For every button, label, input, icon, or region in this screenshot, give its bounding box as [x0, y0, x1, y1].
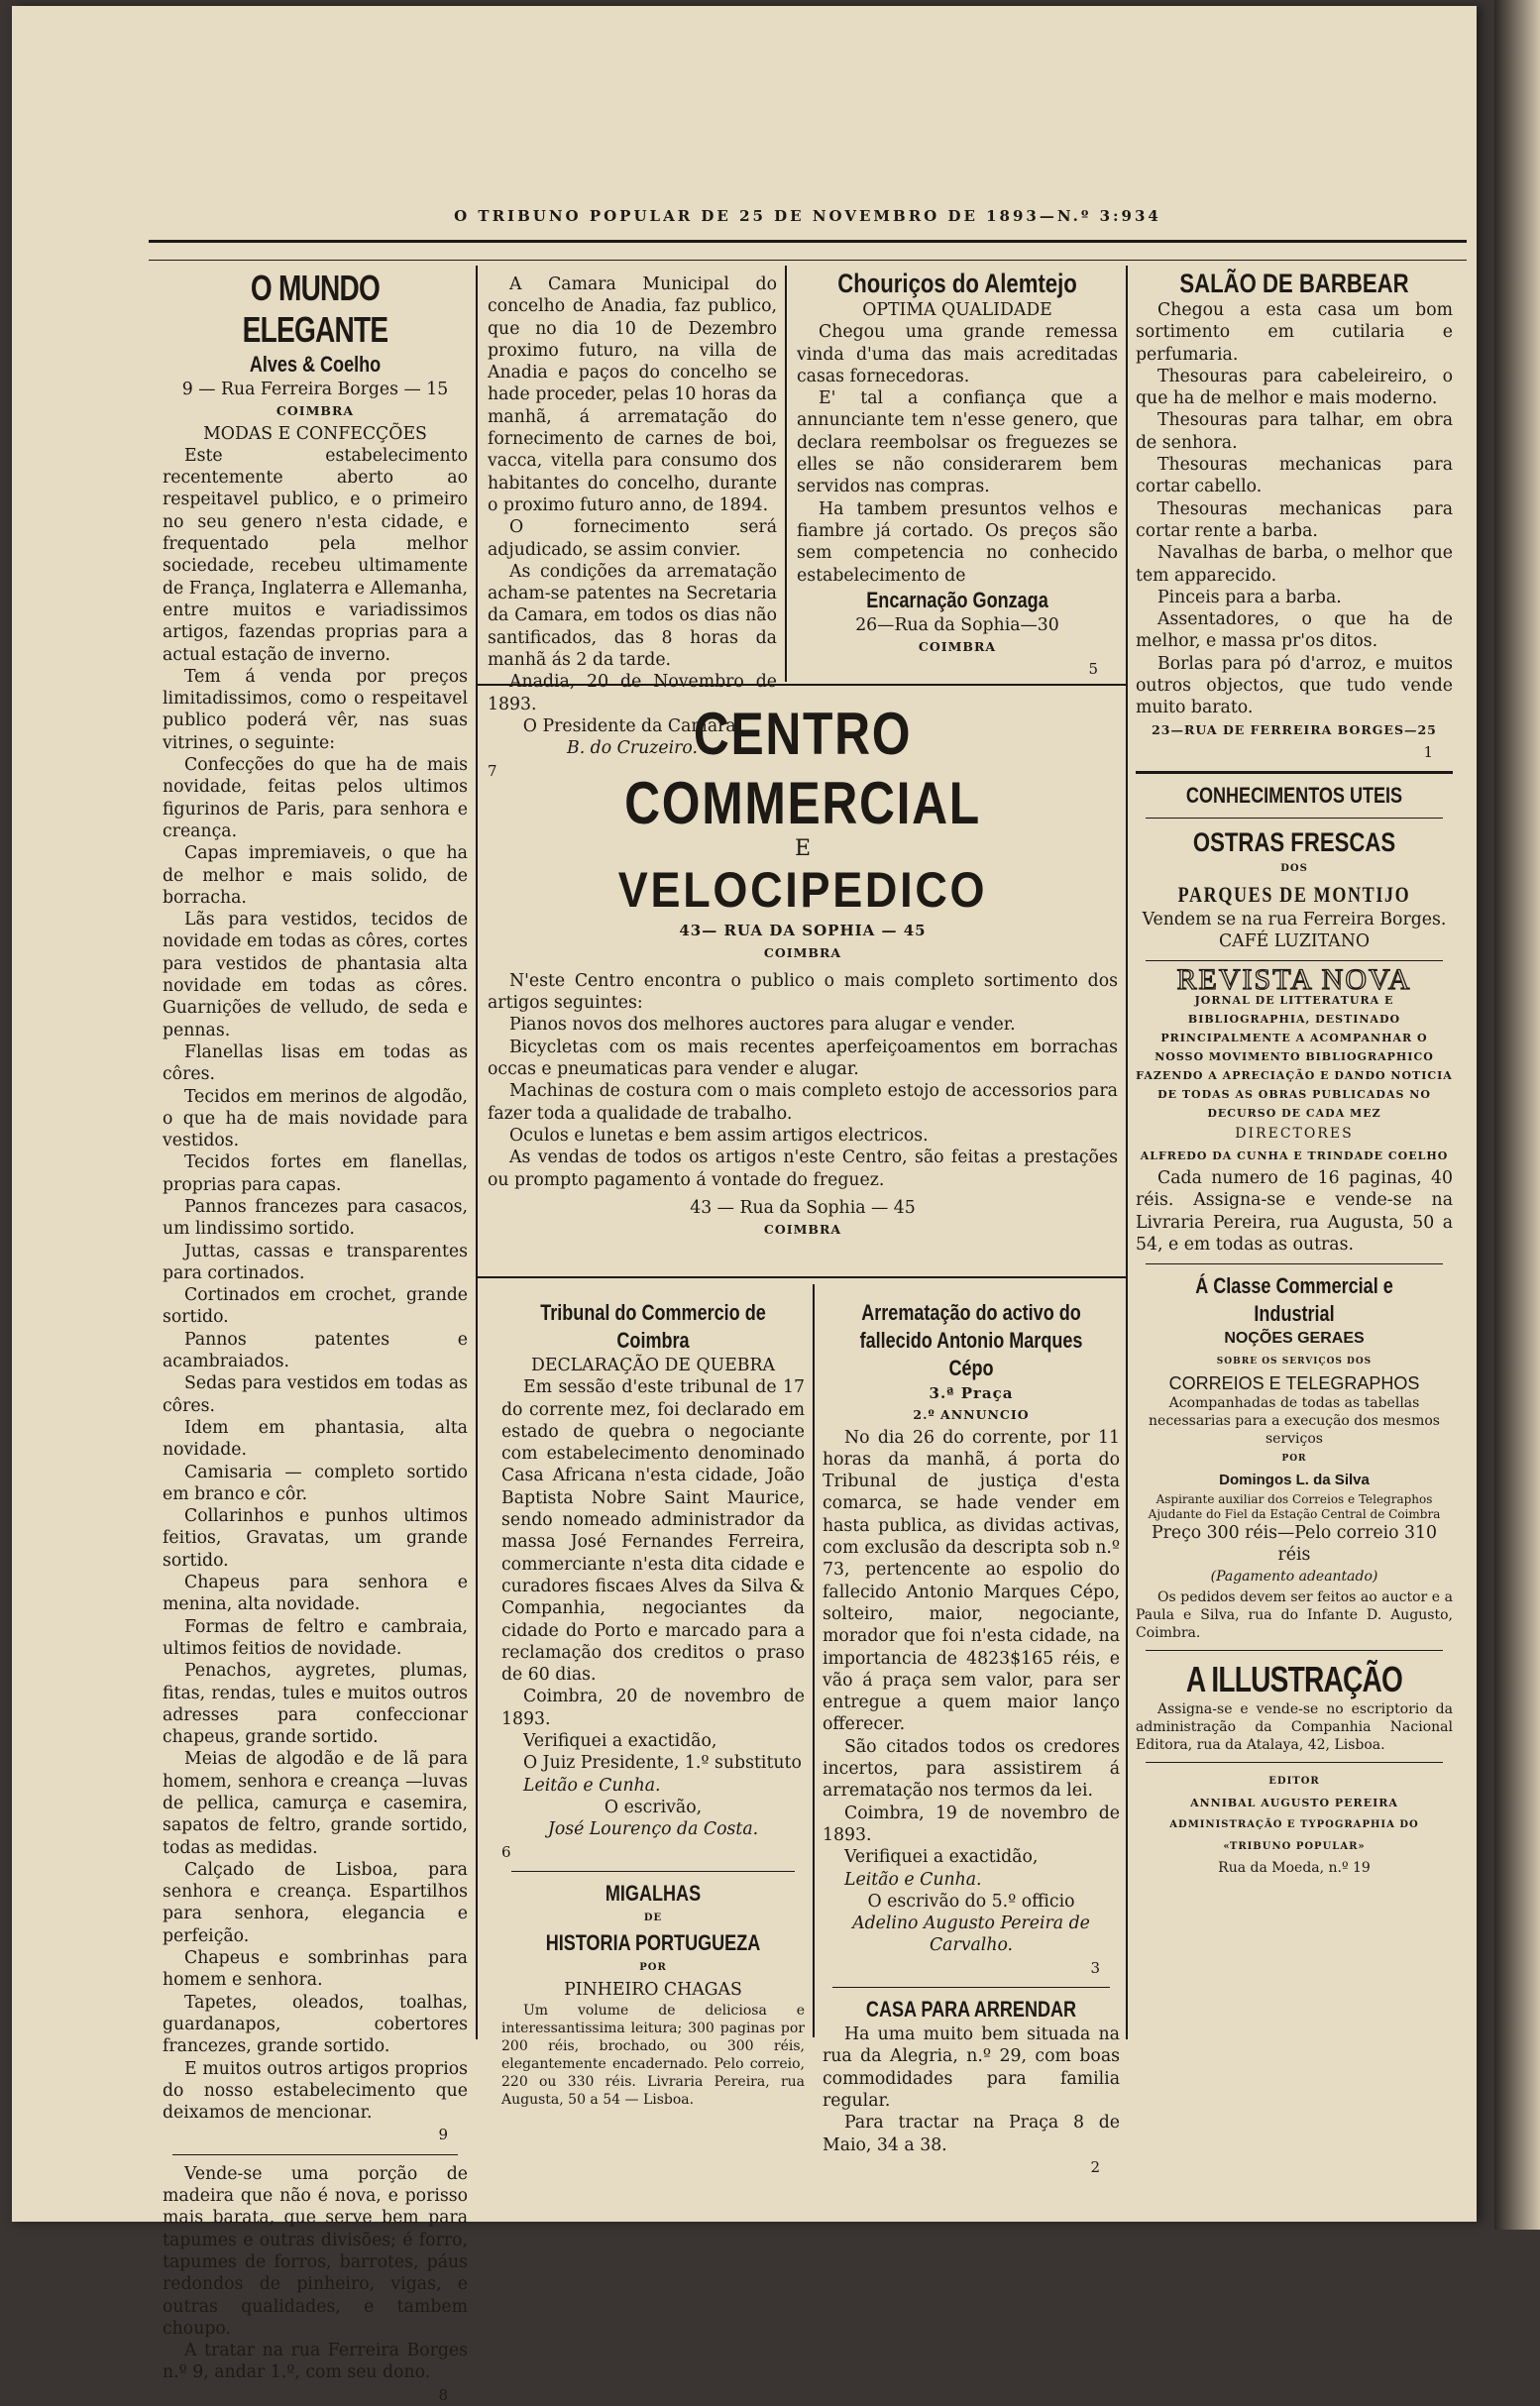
- mundo-elegante-city: COIMBRA: [275, 403, 355, 419]
- separator: [1146, 1263, 1443, 1264]
- salao-para: Thesouras para cabeleireiro, o que ha de melhor e mais moderno.: [1136, 366, 1453, 409]
- classe-acomp: Acompanhadas de todas as tabellas necessarias para a execução dos mesmos serviços: [1149, 1395, 1440, 1448]
- arrem-ver: Verifiquei a exactidão,: [844, 1847, 1039, 1868]
- mundo-para: Penachos, aygretes, plumas, fitas, rendas, tules e muitos outros adresses para confeccionar chapeus, grande sortido.: [163, 1661, 468, 1748]
- mundo-para: Pannos patentes e acambraiados.: [163, 1329, 468, 1372]
- arrem-para: No dia 26 do corrente, por 11 horas da manhã, á porta do Tribunal de justiça d'esta comarca, se hade vender em hasta publica, as dividas activas, com exclusão da descripta sob n.º 73, pertencente ao espolio do fallecido Antonio Marques Cépo, solteiro, maior, negociante, morador que foi n'esta cidade, na importancia de 4823$165 réis, e vão á praça sem valor, para ser entregue a quem maior lanço offerecer.: [823, 1427, 1120, 1735]
- classe-title: Á Classe Commercial e Industrial: [1195, 1273, 1393, 1327]
- column-rule-1: [476, 266, 478, 2039]
- column-rule-mid: [813, 1284, 815, 2037]
- mundo-para: Cortinados em crochet, grande sortido.: [163, 1285, 468, 1328]
- section-rule: [1136, 771, 1453, 774]
- newspaper-page: [12, 6, 1477, 2404]
- centro-commercial-ad: [488, 700, 1118, 1241]
- centro-para: Machinas de costura com o mais completo estojo de accessorios para fazer toda a qualidade de trabalho.: [488, 1081, 1118, 1124]
- tribunal-title: Tribunal do Commercio de Coimbra: [540, 1300, 766, 1353]
- separator: [1146, 1650, 1443, 1651]
- migalhas-por: POR: [639, 1962, 667, 1974]
- column-right: [1136, 268, 1453, 1877]
- column-rule-3: [1126, 266, 1128, 2039]
- tribunal-judge-sig: Leitão e Cunha.: [523, 1775, 661, 1796]
- masthead-rule: [149, 240, 1467, 243]
- chouricos-city: COIMBRA: [918, 639, 997, 655]
- camara-signature: B. do Cruzeiro.: [567, 738, 698, 759]
- column-mundo-elegante: [163, 268, 468, 2406]
- ad-number: 5: [1088, 660, 1098, 679]
- column-tribunal: [501, 1299, 805, 2109]
- wood-para: A tratar na rua Ferreira Borges n.º 9, andar 1.º, com seu dono.: [163, 2341, 468, 2383]
- mundo-para: Sedas para vestidos em todas as côres.: [163, 1373, 468, 1416]
- camara-para: A Camara Municipal do concelho de Anadia, faz publico, que no dia 10 de Dezembro proximo futuro, na villa de Anadia e paços do concelho se hade proceder, pelas 10 horas da manhã, á arrematação do fornecimento de carnes de boi, vacca, vitella para consumo dos habitantes do concelho, durante o proximo futuro anno, de 1894.: [488, 274, 777, 515]
- casa-title: CASA PARA ARRENDAR: [865, 1997, 1077, 2023]
- centro-city-2: COIMBRA: [763, 1222, 842, 1238]
- next-page-edge: [1494, 0, 1540, 2230]
- tribunal-ver: Verifiquei a exactidão,: [523, 1731, 717, 1752]
- tribunal-date: Coimbra, 20 de novembro de 1893.: [501, 1687, 805, 1729]
- salao-para: Thesouras mechanicas para cortar cabello.: [1136, 455, 1453, 497]
- centro-para: Pianos novos dos melhores auctores para alugar e vender.: [509, 1015, 1016, 1036]
- salao-para: Chegou a esta casa um bom sortimento em cutilaria e perfumaria.: [1136, 300, 1453, 365]
- camara-president: O Presidente da Camara,: [522, 715, 742, 736]
- classe-correios: CORREIOS E TELEGRAPHOS: [1168, 1372, 1420, 1393]
- mundo-para: Tapetes, oleados, toalhas, guardanapos, cobertores francezes, grande sortido.: [163, 1992, 468, 2057]
- arrem-clerk-sig: Adelino Augusto Pereira de Carvalho.: [852, 1914, 1090, 1956]
- mundo-para: Pannos francezes para casacos, um lindissimo sortido.: [163, 1196, 468, 1240]
- camara-para: Anadia, 20 de Novembro de 1893.: [488, 672, 777, 714]
- revista-sub: JORNAL DE LITTERATURA E BIBLIOGRAPHIA, DESTINADO PRINCIPALMENTE A ACOMPANHAR O NOSSO MOVIMENTO BIBLIOGRAPHICO FAZENDO A APRECIAÇÃO E DANDO NOTICIA DE TODAS AS OBRAS PUBLICADAS NO DECURSO DE CADA MEZ: [1136, 994, 1453, 1121]
- conhecimentos-title: CONHECIMENTOS UTEIS: [1185, 783, 1403, 809]
- separator: [1146, 818, 1443, 819]
- classe-author: Domingos L. da Silva: [1219, 1472, 1370, 1489]
- salao-address: 23—RUA DE FERREIRA BORGES—25: [1152, 721, 1437, 737]
- salao-para: Pinceis para a barba.: [1157, 587, 1342, 607]
- editor-name: ANNIBAL AUGUSTO PEREIRA: [1190, 1796, 1398, 1809]
- mundo-para: Lãs para vestidos, tecidos de novidade em todas as côres, cortes para vestidos de phantasia alta novidade em todas as côres. Guarnições de velludo, de seda e pennas.: [163, 910, 468, 1040]
- arrem-para-2: São citados todos os credores incertos, para assistirem á arrematação nos termos da lei.: [823, 1736, 1120, 1802]
- ostras-title: OSTRAS FRESCAS: [1192, 827, 1396, 858]
- centro-city: COIMBRA: [763, 944, 842, 960]
- tribunal-judge: O Juiz Presidente, 1.º substituto: [523, 1753, 802, 1774]
- mundo-para: Tecidos fortes em flanellas, proprias para capas.: [163, 1152, 468, 1195]
- centro-e: E: [794, 836, 812, 861]
- mundo-para: Chapeus para senhora e menina, alta novidade.: [163, 1573, 468, 1615]
- mundo-para: Capas impremiaveis, o que ha de melhor e mais solido, de borracha.: [163, 843, 468, 908]
- chouricos-name: Encarnação Gonzaga: [866, 587, 1048, 612]
- mundo-para: Chapeus e sombrinhas para homem e senhora.: [163, 1948, 468, 1991]
- classe-pedidos: Os pedidos devem ser feitos ao auctor e a Paula e Silva, rua do Infante D. Augusto, Coimbra.: [1136, 1588, 1453, 1641]
- tribunal-clerk-sig: José Lourenço da Costa.: [547, 1819, 759, 1840]
- masthead: O TRIBUNO POPULAR DE 25 DE NOVEMBRO DE 1893—N.º 3:934: [454, 207, 1161, 225]
- revista-title: REVISTA NOVA: [1176, 963, 1412, 997]
- mundo-elegante-sub: MODAS E CONFECÇÕES: [203, 423, 427, 444]
- salao-para: Navalhas de barba, o melhor que tem apparecido.: [1136, 543, 1453, 586]
- camara-para: O fornecimento será adjudicado, se assim convier.: [488, 517, 777, 560]
- centro-title-2: VELOCIPEDICO: [617, 862, 988, 919]
- arrem-ver-sig: Leitão e Cunha.: [844, 1869, 982, 1890]
- casa-para: Ha uma muito bem situada na rua da Alegria, n.º 29, com boas commodidades para familia regular.: [823, 2024, 1120, 2111]
- centro-title: CENTRO COMMERCIAL: [624, 701, 981, 836]
- salao-para: Borlas para pó d'arroz, e muitos outros objectos, que tudo vende muito barato.: [1136, 653, 1453, 718]
- centro-bottom-rule: [478, 1276, 1126, 1278]
- mundo-para: Este estabelecimento recentemente aberto ao respeitavel publico, e o primeiro no seu genero n'esta cidade, e frequentado pela melhor sociedade, recebeu ultimamente de França, Inglaterra e Allemanha, entre muitos e variadissimos artigos, fazendas proprias para a actual estação de inverno.: [163, 445, 468, 665]
- classe-author-desc: Aspirante auxiliar dos Correios e Telegraphos Ajudante do Fiel da Estação Central de Coimbra: [1148, 1491, 1441, 1521]
- chouricos-address: 26—Rua da Sophia—30: [855, 614, 1059, 635]
- column-chouricos: [797, 268, 1118, 681]
- arrem-annuncio: 2.º ANNUNCIO: [913, 1407, 1030, 1423]
- mundo-para: Camisaria — completo sortido em branco e côr.: [163, 1462, 468, 1504]
- arrem-clerk: O escrivão do 5.º officio: [867, 1891, 1075, 1912]
- ostras-dos: DOS: [1280, 863, 1308, 875]
- revista-directores-names: ALFREDO DA CUNHA E TRINDADE COELHO: [1140, 1148, 1449, 1162]
- chouricos-para: E' tal a confiança que a annunciante tem n'esse genero, que declara reembolsar os freguezes se elles se não considerarem bem servidos nas compras.: [797, 388, 1118, 497]
- mundo-para: Flanellas lisas em todas as côres.: [163, 1041, 468, 1085]
- chouricos-para: Ha tambem presuntos velhos e fiambre já cortado. Os preços são sem competencia no conhecido estabelecimento de: [797, 498, 1118, 586]
- centro-para: N'este Centro encontra o publico o mais completo sortimento dos artigos seguintes:: [488, 970, 1118, 1014]
- ostras-cafe: CAFÉ LUZITANO: [1218, 930, 1371, 951]
- migalhas-para: Um volume de deliciosa e interessantissima leitura; 300 paginas por 200 réis, brochado, ou 300 réis, elegantemente encadernado. Pelo correio, 220 ou 330 réis. Livraria Pereira, rua Augusta, 50 a 54 — Lisboa.: [501, 2002, 805, 2108]
- masthead-rule-thin: [149, 260, 1467, 261]
- revista-text: Cada numero de 16 paginas, 40 réis. Assigna-se e vende-se na Livraria Pereira, rua Augusta, 50 a 54, e em todas as outras.: [1136, 1168, 1453, 1255]
- migalhas-author: PINHEIRO CHAGAS: [564, 1980, 742, 2001]
- separator: [511, 1871, 795, 1872]
- mundo-para: E muitos outros artigos proprios do nosso estabelecimento que deixamos de mencionar.: [163, 2058, 468, 2124]
- ad-number: 8: [438, 2385, 448, 2404]
- illustracao-title: A ILLUSTRAÇÃO: [1185, 1658, 1403, 1699]
- classe-por: POR: [1281, 1454, 1307, 1465]
- mundo-para: Confecções do que ha de mais novidade, feitas pelos ultimos figurinos de Paris, para senhora e creança.: [163, 755, 468, 841]
- ad-number: 6: [501, 1842, 511, 1861]
- migalhas-title: MIGALHAS: [605, 1880, 702, 1906]
- mundo-para: Meias de algodão e de lã para homem, senhora e creança —luvas de pellica, camurça e casemira, sapatos de feltro, grande sortido, todas as medidas.: [163, 1749, 468, 1858]
- mundo-para: Idem em phantasia, alta novidade.: [163, 1417, 468, 1461]
- column-rule-2: [785, 266, 787, 682]
- migalhas-de: DE: [643, 1912, 663, 1923]
- arrem-title: Arrematação do activo do fallecido Antonio Marques Cépo: [859, 1300, 1083, 1380]
- mundo-para: Collarinhos e punhos ultimos feitios, Gravatas, um grande sortido.: [163, 1506, 468, 1571]
- ad-number: 3: [1090, 1958, 1100, 1977]
- classe-sobre: SOBRE OS SERVIÇOS DOS: [1216, 1356, 1373, 1367]
- chouricos-title: Chouriços do Alemtejo: [837, 269, 1077, 298]
- casa-para-2: Para tractar na Praça 8 de Maio, 34 a 38.: [823, 2113, 1120, 2155]
- migalhas-title-2: HISTORIA PORTUGUEZA: [545, 1930, 761, 1956]
- tribunal-clerk: O escrivão,: [604, 1797, 703, 1817]
- mundo-para: Calçado de Lisboa, para senhora e creança. Espartilhos para senhora, elegancia e perfeição.: [163, 1859, 468, 1946]
- editor-label: EDITOR: [1268, 1775, 1320, 1787]
- mundo-para: Tem á venda por preços limitadissimos, como o respeitavel publico poderá vêr, nas suas vitrines, o seguinte:: [163, 666, 468, 753]
- centro-para: Oculos e lunetas e bem assim artigos electricos.: [509, 1125, 929, 1146]
- salao-para: Assentadores, o que ha de melhor, e massa pr'os ditos.: [1136, 609, 1453, 652]
- separator: [172, 2154, 458, 2155]
- centro-para: As vendas de todos os artigos n'este Centro, são feitas a prestações ou prompto pagamento á vontade do freguez.: [488, 1148, 1118, 1190]
- ad-number: 9: [438, 2126, 448, 2144]
- centro-para: Bicycletas com os mais recentes aperfeiçoamentos em borrachas occas e pneumaticas para vender e alugar.: [488, 1037, 1118, 1080]
- ad-number: 7: [488, 761, 497, 780]
- mundo-elegante-address: 9 — Rua Ferreira Borges — 15: [181, 380, 449, 399]
- centro-address-2: 43 — Rua da Sophia — 45: [690, 1197, 916, 1218]
- chouricos-sub: OPTIMA QUALIDADE: [862, 300, 1052, 320]
- salao-para: Thesouras mechanicas para cortar rente a barba.: [1136, 498, 1453, 541]
- mundo-elegante-title: O MUNDO ELEGANTE: [242, 268, 388, 350]
- camara-para: As condições da arrematação acham-se patentes na Secretaria da Camara, em todos os dias não santificados, das 8 horas da manhã ás 2 da tarde.: [488, 561, 777, 671]
- mundo-para: Tecidos em merinos de algodão, o que ha de mais novidade para vestidos.: [163, 1086, 468, 1151]
- column-arrematacao: [823, 1299, 1120, 2178]
- revista-directores: DIRECTORES: [1235, 1126, 1354, 1143]
- separator: [1146, 960, 1443, 961]
- ad-number: 1: [1423, 742, 1433, 761]
- mundo-para: Formas de feltro e cambraia, ultimos feitios de novidade.: [163, 1616, 468, 1659]
- wood-para: Vende-se uma porção de madeira que não é nova, e porisso mais barata, que serve bem para tapumes e outras divisões; é forro, tapumes de forros, barrotes, páus redondos de pinheiro, vigas, e outras qualidades, e tambem choupo.: [163, 2163, 468, 2339]
- separator: [832, 1987, 1110, 1988]
- illustracao-text: Assigna-se e vende-se no escriptorio da administração da Companhia Nacional Editora, rua da Atalaya, 42, Lisboa.: [1136, 1700, 1453, 1753]
- salao-title: SALÃO DE BARBEAR: [1179, 269, 1409, 298]
- arrem-praca: 3.ª Praça: [929, 1384, 1014, 1402]
- admin-label: ADMINISTRAÇÃO E TYPOGRAPHIA DO «TRIBUNO POPULAR»: [1169, 1819, 1419, 1853]
- centro-address: 43— RUA DA SOPHIA — 45: [679, 922, 927, 940]
- ad-number: 2: [1090, 2157, 1100, 2176]
- mundo-elegante-firm: Alves & Coelho: [249, 352, 382, 377]
- admin-address: Rua da Moeda, n.º 19: [1218, 1859, 1371, 1876]
- ostras-parques: PARQUES DE MONTIJO: [1177, 881, 1411, 907]
- chouricos-para: Chegou uma grande remessa vinda d'uma das mais acreditadas casas fornecedoras.: [797, 322, 1118, 386]
- classe-price: Preço 300 réis—Pelo correio 310 réis: [1151, 1522, 1438, 1565]
- classe-pag: (Pagamento adeantado): [1210, 1569, 1378, 1586]
- mundo-para: Juttas, cassas e transparentes para cortinados.: [163, 1241, 468, 1283]
- salao-para: Thesouras para talhar, em obra de senhora.: [1136, 410, 1453, 453]
- tribunal-sub: DECLARAÇÃO DE QUEBRA: [530, 1356, 775, 1375]
- tribunal-para: Em sessão d'este tribunal de 17 do corrente mez, foi declarado em estado de quebra o negociante com estabelecimento denominado Casa Africana n'esta cidade, João Baptista Nobre Saint Maurice, sendo nomeado administrador da massa José Fernandes Ferreira, commerciante n'esta dita cidade e curadores fiscaes Alves da Silva & Companhia, negociantes da cidade do Porto e marcado para a reclamação dos creditos o praso de 60 dias.: [501, 1377, 805, 1686]
- ostras-text: Vendem se na rua Ferreira Borges.: [1142, 909, 1447, 930]
- separator: [1146, 1762, 1443, 1763]
- arrem-date: Coimbra, 19 de novembro de 1893.: [823, 1803, 1120, 1845]
- classe-nocoes: NOÇÕES GERAES: [1224, 1330, 1365, 1348]
